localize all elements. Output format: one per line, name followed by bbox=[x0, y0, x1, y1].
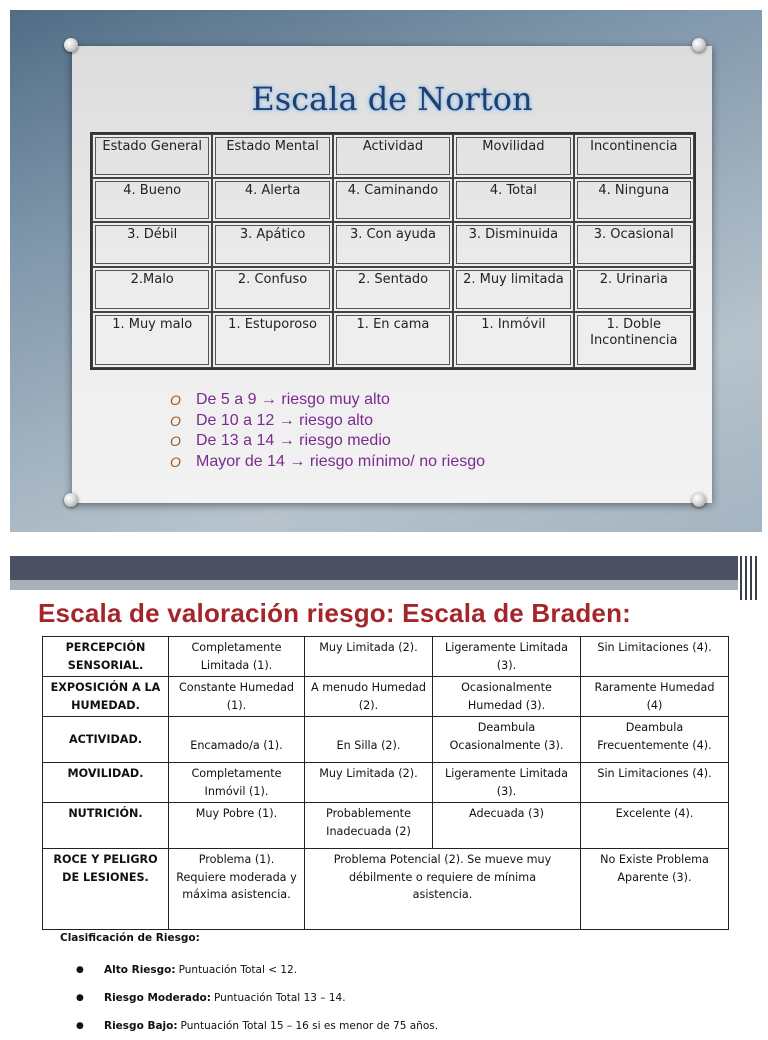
norton-cell: 1. Inmóvil bbox=[453, 312, 573, 368]
braden-title: Escala de valoración riesgo: Escala de Braden: bbox=[38, 598, 632, 628]
classification-level: Riesgo Bajo: bbox=[104, 1020, 178, 1032]
norton-cell: 3. Con ayuda bbox=[333, 222, 453, 267]
norton-header-cell: Movilidad bbox=[453, 134, 573, 178]
norton-cell: 2. Muy limitada bbox=[453, 267, 573, 312]
norton-cell: 3. Disminuida bbox=[453, 222, 573, 267]
norton-table bbox=[90, 132, 696, 370]
braden-row-label: PERCEPCIÓN SENSORIAL. bbox=[43, 637, 169, 677]
classification-text: Puntuación Total 15 – 16 si es menor de 75 años. bbox=[180, 1020, 439, 1032]
norton-cell: 2. Sentado bbox=[333, 267, 453, 312]
legend-item bbox=[170, 390, 485, 411]
decorative-stripe bbox=[740, 556, 742, 600]
legend-item bbox=[170, 431, 485, 452]
header-bar-dark bbox=[10, 556, 738, 580]
pushpin-icon bbox=[692, 38, 706, 52]
norton-cell: 1. Estuporoso bbox=[212, 312, 332, 368]
circle-bullet-icon: O bbox=[170, 392, 181, 409]
braden-cell: Completamente Inmóvil (1). bbox=[169, 763, 305, 803]
norton-row bbox=[92, 178, 694, 222]
braden-row bbox=[43, 717, 729, 763]
braden-cell: Sin Limitaciones (4). bbox=[581, 637, 729, 677]
norton-cell: 3. Apático bbox=[212, 222, 332, 267]
braden-cell: Raramente Humedad (4) bbox=[581, 677, 729, 717]
norton-row bbox=[92, 222, 694, 267]
braden-cell: Deambula Ocasionalmente (3). bbox=[433, 717, 581, 763]
circle-bullet-icon: O bbox=[170, 412, 181, 429]
braden-row-label: NUTRICIÓN. bbox=[43, 803, 169, 849]
norton-cell: 4. Total bbox=[453, 178, 573, 222]
braden-cell-merged: Problema Potencial (2). Se mueve muy débilmente o requiere de mínima asistencia. bbox=[305, 849, 581, 930]
bullet-icon: ● bbox=[76, 993, 84, 1003]
classification-level: Alto Riesgo: bbox=[104, 964, 176, 976]
braden-cell: Ligeramente Limitada (3). bbox=[433, 637, 581, 677]
legend-item bbox=[170, 452, 485, 473]
braden-row-label: MOVILIDAD. bbox=[43, 763, 169, 803]
braden-cell: Completamente Limitada (1). bbox=[169, 637, 305, 677]
decorative-stripe bbox=[750, 556, 752, 600]
classification-list bbox=[76, 956, 438, 1040]
norton-header-cell: Incontinencia bbox=[574, 134, 694, 178]
classification-item bbox=[76, 1012, 438, 1040]
pushpin-icon bbox=[64, 493, 78, 507]
norton-row bbox=[92, 267, 694, 312]
legend-item bbox=[170, 411, 485, 432]
bullet-icon: ● bbox=[76, 965, 84, 975]
braden-cell: Muy Limitada (2). bbox=[305, 763, 433, 803]
norton-header-row bbox=[92, 134, 694, 178]
pushpin-icon bbox=[692, 493, 706, 507]
braden-header-bar bbox=[10, 556, 762, 592]
classification-text: Puntuación Total < 12. bbox=[178, 964, 298, 976]
braden-cell: Excelente (4). bbox=[581, 803, 729, 849]
legend-text: De 13 a 14 → riesgo medio bbox=[196, 432, 391, 450]
norton-cell: 4. Bueno bbox=[92, 178, 212, 222]
braden-cell: Deambula Frecuentemente (4). bbox=[581, 717, 729, 763]
legend-text: Mayor de 14 → riesgo mínimo/ no riesgo bbox=[196, 452, 486, 470]
norton-card bbox=[72, 46, 712, 503]
braden-row bbox=[43, 849, 729, 930]
norton-cell: 4. Alerta bbox=[212, 178, 332, 222]
norton-header-cell: Actividad bbox=[333, 134, 453, 178]
norton-cell: 1. En cama bbox=[333, 312, 453, 368]
norton-header-cell: Estado General bbox=[92, 134, 212, 178]
braden-cell: En Silla (2). bbox=[305, 717, 433, 763]
classification-text: Puntuación Total 13 – 14. bbox=[213, 992, 346, 1004]
decorative-stripe bbox=[745, 556, 747, 600]
legend-text: De 5 a 9 → riesgo muy alto bbox=[196, 391, 390, 409]
braden-cell: A menudo Humedad (2). bbox=[305, 677, 433, 717]
norton-cell: 3. Ocasional bbox=[574, 222, 694, 267]
pushpin-icon bbox=[64, 38, 78, 52]
braden-table bbox=[42, 636, 729, 930]
decorative-stripe bbox=[755, 556, 757, 600]
classification-item bbox=[76, 956, 438, 984]
braden-row-label: EXPOSICIÓN A LA HUMEDAD. bbox=[43, 677, 169, 717]
norton-cell: 1. Doble Incontinencia bbox=[574, 312, 694, 368]
circle-bullet-icon: O bbox=[170, 433, 181, 450]
norton-cell: 4. Ninguna bbox=[574, 178, 694, 222]
norton-cell: 1. Muy malo bbox=[92, 312, 212, 368]
bullet-icon: ● bbox=[76, 1021, 84, 1031]
braden-cell: Sin Limitaciones (4). bbox=[581, 763, 729, 803]
braden-row bbox=[43, 803, 729, 849]
norton-header-cell: Estado Mental bbox=[212, 134, 332, 178]
braden-row bbox=[43, 677, 729, 717]
braden-row bbox=[43, 637, 729, 677]
braden-cell: Constante Humedad (1). bbox=[169, 677, 305, 717]
braden-row bbox=[43, 763, 729, 803]
norton-cell: 4. Caminando bbox=[333, 178, 453, 222]
braden-cell: Muy Limitada (2). bbox=[305, 637, 433, 677]
braden-cell: Probablemente Inadecuada (2) bbox=[305, 803, 433, 849]
classification-level: Riesgo Moderado: bbox=[104, 992, 211, 1004]
norton-row bbox=[92, 312, 694, 368]
circle-bullet-icon: O bbox=[170, 453, 181, 470]
braden-cell: Adecuada (3) bbox=[433, 803, 581, 849]
legend-text: De 10 a 12 → riesgo alto bbox=[196, 411, 373, 429]
braden-cell: Ligeramente Limitada (3). bbox=[433, 763, 581, 803]
norton-legend bbox=[170, 390, 485, 472]
norton-cell: 2. Urinaria bbox=[574, 267, 694, 312]
norton-cell: 3. Débil bbox=[92, 222, 212, 267]
header-bar-light bbox=[10, 580, 738, 590]
braden-cell: Ocasionalmente Humedad (3). bbox=[433, 677, 581, 717]
braden-cell: No Existe Problema Aparente (3). bbox=[581, 849, 729, 930]
norton-cell: 2.Malo bbox=[92, 267, 212, 312]
norton-title: Escala de Norton bbox=[251, 80, 533, 118]
braden-row-label: ROCE Y PELIGRO DE LESIONES. bbox=[43, 849, 169, 930]
braden-cell: Muy Pobre (1). bbox=[169, 803, 305, 849]
braden-cell: Problema (1). Requiere moderada y máxima asistencia. bbox=[169, 849, 305, 930]
classification-item bbox=[76, 984, 438, 1012]
norton-cell: 2. Confuso bbox=[212, 267, 332, 312]
braden-row-label: ACTIVIDAD. bbox=[43, 717, 169, 763]
braden-cell: Encamado/a (1). bbox=[169, 717, 305, 763]
classification-title: Clasificación de Riesgo: bbox=[60, 932, 200, 944]
norton-slide bbox=[10, 10, 762, 532]
